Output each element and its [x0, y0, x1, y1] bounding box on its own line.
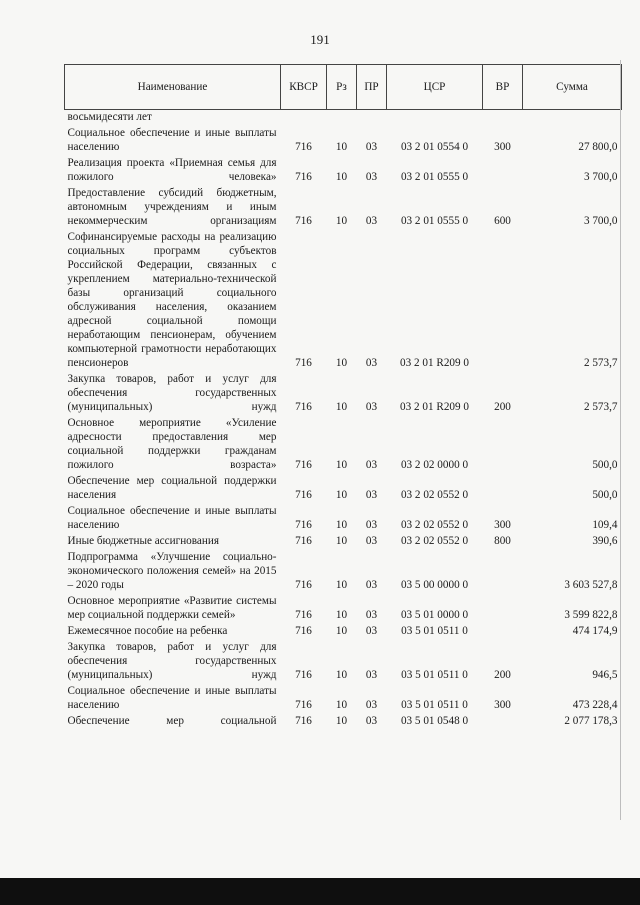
row-kvsr	[281, 110, 327, 127]
row-rz: 10	[335, 609, 348, 621]
row-vr	[483, 474, 523, 504]
row-csr: 03 2 01 0555 0	[400, 215, 469, 227]
table-row	[65, 186, 622, 230]
row-name: Обеспечение мер социальной поддержки населения	[67, 475, 277, 501]
row-pr: 03	[365, 357, 378, 369]
header-csr: ЦСР	[387, 65, 483, 110]
row-vr	[483, 416, 523, 474]
row-name: Иные бюджетные ассигнования	[67, 535, 219, 547]
row-sum: 2 573,7	[583, 357, 618, 369]
row-name: Предоставление субсидий бюджетным, автономным учреждениям и иным некоммерческим организациям	[67, 187, 277, 227]
row-kvsr: 716	[295, 715, 312, 727]
row-vr: 800	[494, 535, 511, 547]
row-kvsr: 716	[295, 141, 312, 153]
row-vr	[483, 230, 523, 372]
table-row	[65, 156, 622, 186]
row-sum: 3 603 527,8	[564, 579, 618, 591]
table-row	[65, 504, 622, 534]
row-kvsr: 716	[295, 609, 312, 621]
row-sum: 473 228,4	[572, 699, 618, 711]
table-row	[65, 110, 622, 127]
row-vr: 300	[494, 699, 511, 711]
row-pr: 03	[365, 669, 378, 681]
row-rz: 10	[335, 459, 348, 471]
row-vr: 300	[494, 141, 511, 153]
table-row	[65, 594, 622, 624]
row-name: Основное мероприятие «Усиление адресности предоставления мер социальной поддержки гражданам пожилого возраста»	[67, 417, 277, 471]
table-row	[65, 416, 622, 474]
row-csr: 03 2 02 0552 0	[400, 535, 469, 547]
table-row	[65, 714, 622, 730]
row-rz: 10	[335, 489, 348, 501]
row-kvsr: 716	[295, 489, 312, 501]
row-name: Обеспечение мер социальной	[67, 715, 277, 727]
row-sum: 2 573,7	[583, 401, 618, 413]
row-sum: 109,4	[592, 519, 618, 531]
row-kvsr: 716	[295, 519, 312, 531]
row-sum: 3 700,0	[583, 215, 618, 227]
header-sum: Сумма	[523, 65, 622, 110]
row-name: Ежемесячное пособие на ребенка	[67, 625, 228, 637]
row-csr: 03 5 01 0511 0	[401, 625, 468, 637]
row-vr	[483, 714, 523, 730]
row-csr: 03 2 01 R209 0	[400, 401, 469, 413]
row-pr: 03	[365, 519, 378, 531]
scan-edge-line	[620, 60, 621, 820]
row-kvsr: 716	[295, 699, 312, 711]
row-name: восьмидесяти лет	[67, 111, 152, 123]
header-name: Наименование	[65, 65, 281, 110]
row-pr: 03	[365, 715, 378, 727]
row-rz: 10	[335, 215, 348, 227]
row-pr: 03	[365, 141, 378, 153]
row-csr: 03 5 01 0511 0	[401, 669, 468, 681]
row-name: Основное мероприятие «Развитие системы мер социальной поддержки семей»	[67, 595, 277, 621]
row-kvsr: 716	[295, 459, 312, 471]
row-kvsr: 716	[295, 669, 312, 681]
row-vr	[483, 594, 523, 624]
row-rz: 10	[335, 141, 348, 153]
row-csr: 03 2 02 0552 0	[400, 489, 469, 501]
row-csr: 03 2 01 0555 0	[400, 171, 469, 183]
row-vr: 300	[494, 519, 511, 531]
table-row	[65, 550, 622, 594]
row-kvsr: 716	[295, 357, 312, 369]
row-csr: 03 2 02 0000 0	[400, 459, 469, 471]
table-row	[65, 534, 622, 550]
row-csr: 03 5 01 0511 0	[401, 699, 468, 711]
budget-table	[64, 64, 622, 730]
table-row	[65, 640, 622, 684]
row-kvsr: 716	[295, 171, 312, 183]
row-pr: 03	[365, 609, 378, 621]
row-pr: 03	[365, 459, 378, 471]
row-vr	[483, 624, 523, 640]
row-vr	[483, 156, 523, 186]
row-name: Социальное обеспечение и иные выплаты населению	[67, 505, 277, 531]
row-pr: 03	[365, 579, 378, 591]
row-rz: 10	[335, 357, 348, 369]
row-name: Подпрограмма «Улучшение социально-экономического положения семей» на 2015 – 2020 годы	[67, 551, 277, 591]
row-rz: 10	[335, 535, 348, 547]
row-rz: 10	[335, 625, 348, 637]
row-kvsr: 716	[295, 215, 312, 227]
row-sum: 946,5	[592, 669, 618, 681]
table-row	[65, 230, 622, 372]
row-sum: 474 174,9	[572, 625, 618, 637]
row-sum: 500,0	[592, 459, 618, 471]
row-kvsr: 716	[295, 625, 312, 637]
table-row	[65, 372, 622, 416]
row-sum: 2 077 178,3	[564, 715, 618, 727]
row-vr: 200	[494, 401, 511, 413]
row-rz: 10	[335, 699, 348, 711]
table-row	[65, 624, 622, 640]
row-csr	[387, 110, 483, 127]
row-name: Софинансируемые расходы на реализацию социальных программ субъектов Российской Федерации, связанных с укреплением материально-технической базы организаций социального обслуживания населения, оказанием адресной социальной помощи неработающим пенсионерам, обучением компьютерной грамотности неработающих пенсионеров	[67, 231, 277, 369]
row-name: Социальное обеспечение и иные выплаты населению	[67, 127, 277, 153]
scan-bottom-bar	[0, 878, 640, 905]
row-name: Закупка товаров, работ и услуг для обеспечения государственных (муниципальных) нужд	[67, 373, 277, 413]
row-kvsr: 716	[295, 579, 312, 591]
table-row	[65, 474, 622, 504]
row-pr: 03	[365, 401, 378, 413]
row-sum: 3 599 822,8	[564, 609, 618, 621]
row-csr: 03 5 00 0000 0	[400, 579, 469, 591]
table-header-row	[65, 65, 622, 110]
row-rz: 10	[335, 669, 348, 681]
row-rz: 10	[335, 171, 348, 183]
header-pr: ПР	[357, 65, 387, 110]
row-pr: 03	[365, 535, 378, 547]
row-csr: 03 5 01 0548 0	[400, 715, 469, 727]
row-name: Социальное обеспечение и иные выплаты населению	[67, 685, 277, 711]
row-rz: 10	[335, 715, 348, 727]
row-pr: 03	[365, 171, 378, 183]
table-row	[65, 126, 622, 156]
row-vr: 200	[494, 669, 511, 681]
row-rz: 10	[335, 519, 348, 531]
row-vr: 600	[494, 215, 511, 227]
row-rz	[327, 110, 357, 127]
header-vr: ВР	[483, 65, 523, 110]
row-rz: 10	[335, 401, 348, 413]
row-sum: 27 800,0	[578, 141, 618, 153]
row-csr: 03 2 01 0554 0	[400, 141, 469, 153]
table-row	[65, 684, 622, 714]
row-csr: 03 2 02 0552 0	[400, 519, 469, 531]
row-sum: 3 700,0	[583, 171, 618, 183]
row-pr: 03	[365, 625, 378, 637]
row-kvsr: 716	[295, 401, 312, 413]
row-kvsr: 716	[295, 535, 312, 547]
row-pr	[357, 110, 387, 127]
row-pr: 03	[365, 489, 378, 501]
row-csr: 03 2 01 R209 0	[400, 357, 469, 369]
row-name: Реализация проекта «Приемная семья для пожилого человека»	[67, 157, 277, 183]
row-pr: 03	[365, 699, 378, 711]
row-name: Закупка товаров, работ и услуг для обеспечения государственных (муниципальных) нужд	[67, 641, 277, 681]
row-vr	[483, 110, 523, 127]
row-vr	[483, 550, 523, 594]
row-rz: 10	[335, 579, 348, 591]
header-rz: Рз	[327, 65, 357, 110]
row-sum	[523, 110, 622, 127]
page-number: 191	[310, 32, 330, 47]
header-kvsr: КВСР	[281, 65, 327, 110]
row-pr: 03	[365, 215, 378, 227]
row-csr: 03 5 01 0000 0	[400, 609, 469, 621]
row-sum: 500,0	[592, 489, 618, 501]
row-sum: 390,6	[592, 535, 618, 547]
